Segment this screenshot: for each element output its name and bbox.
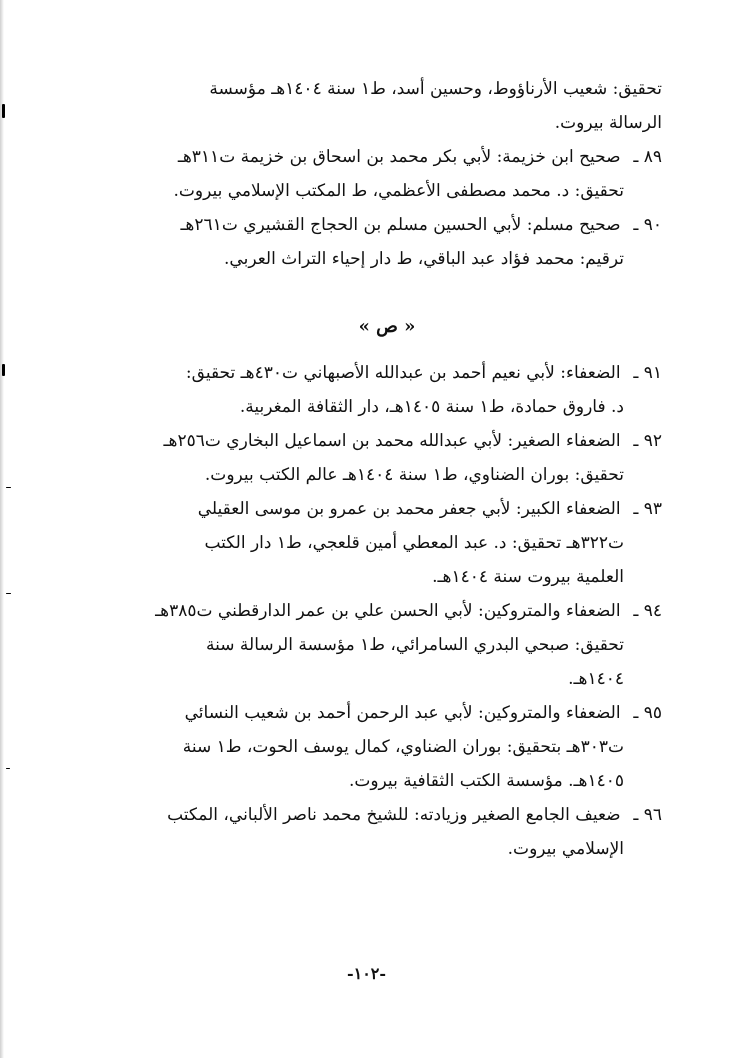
margin-mark [6,593,11,594]
text-line: الإسلامي بيروت. [507,839,624,859]
reference-entry [112,492,662,594]
reference-entry [112,424,662,492]
text-line: العلمية بيروت سنة ١٤٠٤هـ. [432,567,624,587]
text-line: الرسالة بيروت. [554,113,662,133]
text-line: ترقيم: محمد فؤاد عبد الباقي، ط دار إحياء التراث العربي. [224,249,624,269]
page-number: -١٠٢- [346,964,387,983]
text-line: ت٣٠٣هـ بتحقيق: بوران الضناوي، كمال يوسف الحوت، ط١ سنة [182,737,624,757]
entry-text: صحيح مسلم: لأبي الحسين مسلم بن الحجاج القشيري ت٢٦١هـ [180,215,621,235]
entry-number: ٩٥ ـ [633,703,662,723]
section-heading: « ص » [358,316,416,337]
reference-entry [112,696,662,798]
entry-text: ضعيف الجامع الصغير وزيادته: للشيخ محمد ناصر الألباني، المكتب [167,805,621,825]
text-line: تحقيق: بوران الضناوي، ط١ سنة ١٤٠٤هـ عالم الكتب بيروت. [204,465,624,485]
text-line [112,424,662,458]
entry-text: الضعفاء الصغير: لأبي عبدالله محمد بن اسماعيل البخاري ت٢٥٦هـ [163,431,621,451]
entry-text: صحيح ابن خزيمة: لأبي بكر محمد بن اسحاق بن خزيمة ت٣١١هـ [177,147,621,167]
text-line [112,798,662,832]
reference-entry [112,356,662,424]
bibliography-text [112,72,662,866]
entry-number: ٩٤ ـ [633,601,662,621]
entry-text: الضعفاء: لأبي نعيم أحمد بن عبدالله الأصبهاني ت٤٣٠هـ تحقيق: [185,363,621,383]
text-line: د. فاروق حمادة، ط١ سنة ١٤٠٥هـ، دار الثقافة المغربية. [239,397,624,417]
text-line: ت٣٢٢هـ تحقيق: د. عبد المعطي أمين قلعجي، ط١ دار الكتب [204,533,624,553]
text-line: ١٤٠٥هـ. مؤسسة الكتب الثقافية بيروت. [348,771,624,791]
margin-mark [2,364,5,376]
entry-number: ٨٩ ـ [633,147,662,167]
text-line [112,696,662,730]
margin-mark [6,487,11,488]
entry-text: الضعفاء والمتروكين: لأبي الحسن علي بن عمر الدارقطني ت٣٨٥هـ [155,601,621,621]
margin-mark [6,768,10,769]
reference-entry [112,798,662,866]
entry-number: ٩٦ ـ [633,805,662,825]
entry-number: ٩٣ ـ [633,499,662,519]
scan-edge-shadow [0,0,4,1058]
entry-text: الضعفاء والمتروكين: لأبي عبد الرحمن أحمد بن شعيب النسائي [184,703,621,723]
text-line [112,140,662,174]
reference-entry [112,208,662,276]
entry-number: ٩٢ ـ [633,431,662,451]
text-line: تحقيق: د. محمد مصطفى الأعظمي، ط المكتب الإسلامي بيروت. [173,181,624,201]
entry-number: ٩٠ ـ [633,215,662,235]
margin-mark [2,104,5,118]
text-line: تحقيق: شعيب الأرناؤوط، وحسين أسد، ط١ سنة ١٤٠٤هـ مؤسسة [209,79,662,99]
text-line [112,594,662,628]
text-line: ١٤٠٤هـ. [568,669,624,689]
continuation-entry [112,72,662,140]
reference-entry [112,594,662,696]
text-line [112,492,662,526]
entry-text: الضعفاء الكبير: لأبي جعفر محمد بن عمرو بن موسى العقيلي [197,499,621,519]
reference-entry [112,140,662,208]
entry-number: ٩١ ـ [633,363,662,383]
text-line: تحقيق: صبحي البدري السامرائي، ط١ مؤسسة الرسالة سنة [206,635,624,655]
text-line [112,356,662,390]
text-line [112,208,662,242]
